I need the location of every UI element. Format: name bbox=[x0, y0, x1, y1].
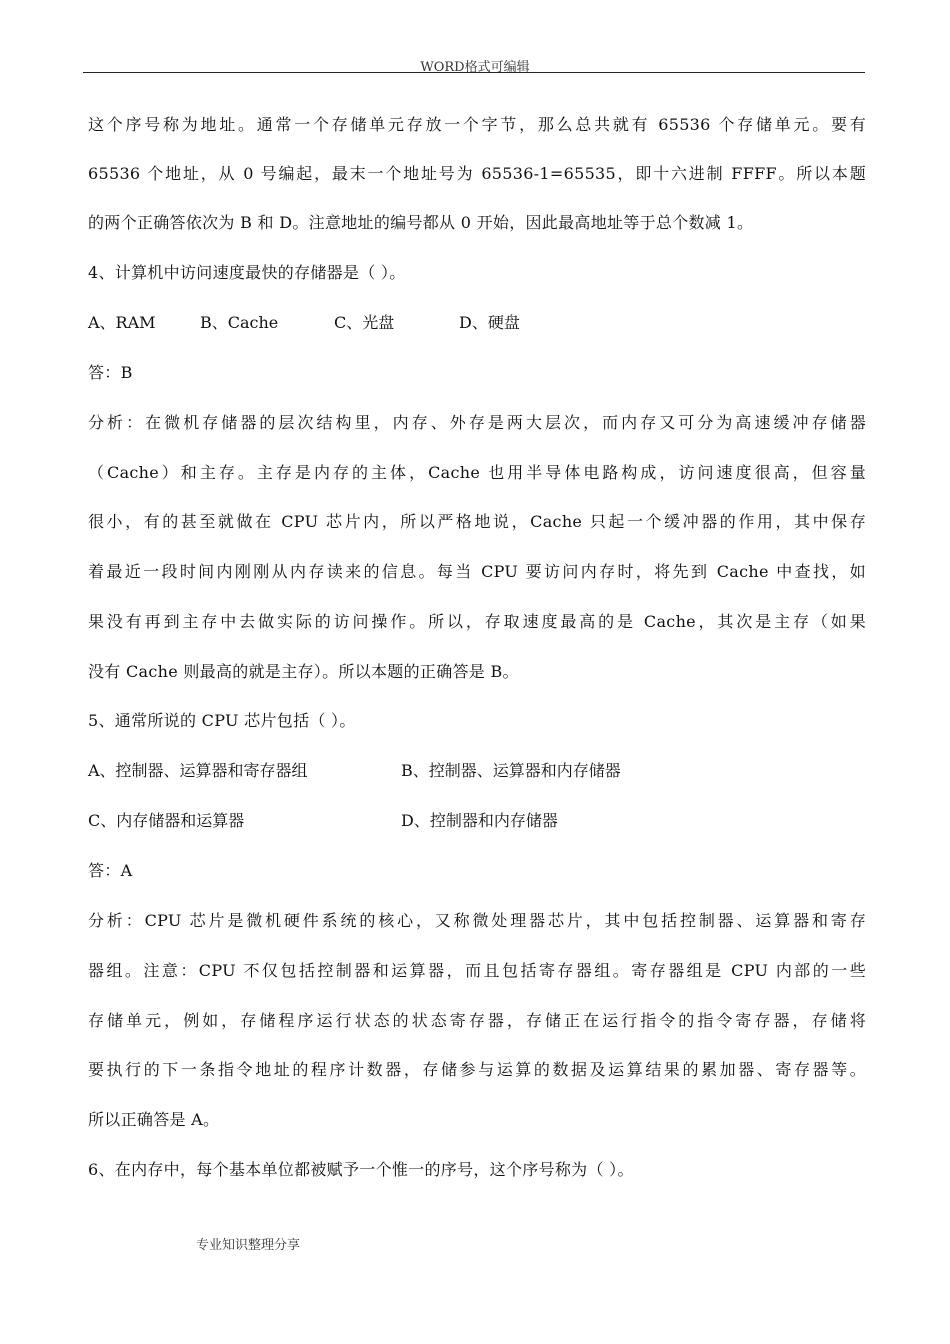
q4-option-d: D、硬盘 bbox=[459, 313, 520, 332]
q5-analysis-line: 要执行的下一条指令地址的程序计数器，存储参与运算的数据及运算结果的累加器、寄存器等。 bbox=[88, 1060, 866, 1079]
q4-option-c: C、光盘 bbox=[334, 313, 395, 332]
q5-answer: 答：A bbox=[88, 861, 133, 880]
q4-analysis-line: 没有 Cache 则最高的就是主存）。所以本题的正确答是 B。 bbox=[88, 662, 519, 681]
header-divider bbox=[83, 72, 865, 73]
q5-option-c: C、内存储器和运算器 bbox=[88, 811, 245, 830]
question-5: 5、通常所说的 CPU 芯片包括（ ）。 bbox=[88, 711, 356, 730]
question-4: 4、计算机中访问速度最快的存储器是（ ）。 bbox=[88, 263, 406, 282]
q4-analysis-line: （Cache）和主存。主存是内存的主体，Cache 也用半导体电路构成，访问速度很高，但容量 bbox=[88, 463, 866, 482]
q5-analysis-line: 所以正确答是 A。 bbox=[88, 1110, 220, 1129]
q5-analysis-line: 存储单元，例如，存储程序运行状态的状态寄存器，存储正在运行指令的指令寄存器，存储将 bbox=[88, 1011, 866, 1030]
q4-analysis-line: 很小，有的甚至就做在 CPU 芯片内，所以严格地说，Cache 只起一个缓冲器的作用，其中保存 bbox=[88, 512, 866, 531]
question-6: 6、在内存中，每个基本单位都被赋予一个惟一的序号，这个序号称为（ ）。 bbox=[88, 1160, 634, 1179]
q5-option-b: B、控制器、运算器和内存储器 bbox=[401, 761, 621, 780]
q5-analysis-line: 分析：CPU 芯片是微机硬件系统的核心，又称微处理器芯片，其中包括控制器、运算器和寄存 bbox=[88, 911, 866, 930]
q5-option-d: D、控制器和内存储器 bbox=[401, 811, 558, 830]
q4-option-b: B、Cache bbox=[200, 313, 279, 332]
paragraph-line: 65536 个地址，从 0 号编起，最末一个地址号为 65536-1=65535，即十六进制 FFFF。所以本题 bbox=[88, 164, 866, 183]
paragraph-line: 这个序号称为地址。通常一个存储单元存放一个字节，那么总共就有 65536 个存储单元。要有 bbox=[88, 115, 866, 134]
q4-analysis-line: 果没有再到主存中去做实际的访问操作。所以，存取速度最高的是 Cache，其次是主存（如果 bbox=[88, 612, 866, 631]
q5-option-a: A、控制器、运算器和寄存器组 bbox=[88, 761, 308, 780]
page-header: WORD格式可编辑 bbox=[420, 60, 530, 75]
q4-analysis-line: 分析：在微机存储器的层次结构里，内存、外存是两大层次，而内存又可分为高速缓冲存储器 bbox=[88, 413, 866, 432]
q4-analysis-line: 着最近一段时间内刚刚从内存读来的信息。每当 CPU 要访问内存时，将先到 Cache 中查找，如 bbox=[88, 562, 866, 581]
q5-analysis-line: 器组。注意：CPU 不仅包括控制器和运算器，而且包括寄存器组。寄存器组是 CPU 内部的一些 bbox=[88, 961, 866, 980]
paragraph-line: 的两个正确答依次为 B 和 D。注意地址的编号都从 0 开始，因此最高地址等于总个数减 1。 bbox=[88, 213, 754, 232]
q4-answer: 答：B bbox=[88, 363, 133, 382]
q4-option-a: A、RAM bbox=[88, 313, 156, 332]
page-footer: 专业知识整理分享 bbox=[196, 1238, 301, 1253]
